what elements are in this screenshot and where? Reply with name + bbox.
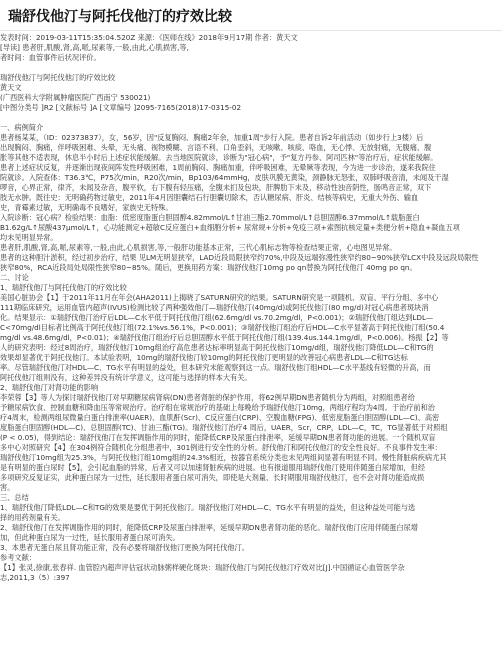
body-line: 2、瑞舒伐他汀在发挥调脂作用的同时，能降低CRP及尿蛋白排泄率，延缓早期DN患者肾功能的恶化。瑞舒伐他汀应用伴随蛋白尿增 (0, 523, 418, 532)
body-line: 患者肝,肌酸,肾,高,哌,尿素等,一般,由此,心肌损害,等,一般肝功能基本正常，三代心肌标志物等检查结果正常，心电图见异常。 (0, 243, 397, 252)
body-line: 史，青霉素过敏，无明确毒不良嗜好，家族史无特殊。 (0, 203, 173, 212)
body-line: 患者杨某某，（ID：02373837），女，56岁，因"反复胸闷、胸痛2年余，加重1周"步行入院。患者自诉2年前活动（如步行上3楼）后 (0, 133, 424, 142)
body-line: B1.62g/L↑尿酸437μmol/L↑，心功能测定+超敏C反应蛋白+血细胞分析+ 尿常规+分析+免疫三项+索图抗核定量+类便分析+隐血+凝血五项 (0, 223, 460, 232)
article-body (0, 43, 502, 583)
body-line: 入院诊断：冠心病？检验结果：血脂：低密度脂蛋白胆固醇4.82mmol/L↑甘油三酯2.70mmol/L↑总胆固醇6.37mmol/L↑载脂蛋白 (0, 213, 420, 222)
body-line: 患者的这种胆汁淤积，经过初步治疗，结果 见LM无明显狭窄，LAD近段局限狭窄约70%,中段及远端弥漫性狭窄约80~90%狭窄LCX中段及远段局限性 (0, 253, 479, 262)
body-line: 者时间：血管事件后状况评价。 (0, 53, 101, 62)
body-line: 害。 (0, 483, 15, 492)
article-title: 瑞舒伐他汀与阿托伐他汀的疗效比较 (8, 9, 232, 25)
body-line: 加，但此种蛋白尿为一过性，延长服用者蛋白尿可消失。 (0, 533, 180, 542)
body-line: 多中心对照研究【4】在304例符合随机化分组患者中，301例进行安全性的分析。舒伐他汀和阿托伐他汀的安全性良好。不良事件发生率： (0, 443, 442, 452)
body-line: 疗4周末，检测两组尿微量白蛋白排泄率(UAER)、血肌酐(Scr)、C反应蛋白(CRP)、空腹血糖(FPG)、低密度脂蛋白胆固醇(LDL—C)、高密 (0, 413, 440, 422)
publication-meta: 发表时间：2019-03-11T15:35:04.520Z 来源：《医师在线》2018年9月17期 作者：黄天文 (0, 33, 298, 42)
body-line: 三、总结 (0, 493, 29, 502)
body-line: 肢无水肿。既往史：无明确药物过敏史，2011年4月因胆囊结石行胆囊切除术，否认糖尿病、肝炎、结核等病史，无重大外伤、输血 (0, 193, 419, 202)
body-line: 啰音，心界正常，律齐，未闻及杂音，腹平软，右下腹有轻压痛，全腹未扪及包块，肝脾肋下未及，移动性浊音阴性，肠鸣音正常，双下 (0, 183, 432, 192)
body-line: 二、讨论 (0, 273, 29, 282)
body-line: 3、本患者无蛋白尿且肾功能正常，没有必要将瑞舒伐他汀更换为阿托伐他汀。 (0, 543, 249, 552)
body-line: 阿托伐他汀组则没有，这种差异没有统计学意义，这可能与选择的样本大有关。 (0, 373, 252, 382)
body-line: 患者上述症状反复，并逐渐出现夜间阵发性呼吸困难，1周前胸闷、胸痛加重，伴呼吸困难，无晕厥等表现，今为进一步诊治，遂来我院住 (0, 163, 436, 172)
body-line: 予糖尿病饮食、控制血糖和降血压等常规治疗。治疗组在常规治疗的基础上每晚给予瑞舒伐他汀10mg，两组疗程均为4周。于治疗前和治 (0, 403, 435, 412)
body-line: 择的用药剂量有关。 (0, 513, 65, 522)
title-divider (0, 30, 502, 31)
body-line: 人的研究表明：经过8周治疗，瑞舒伐他汀10mg组治疗高危患者达标率明显高于阿托伐他汀10mg/d组，瑞舒伐他汀降低LDL—C和TG的 (0, 343, 434, 352)
body-line: 2、瑞舒伐他汀对肾功能的影响 (0, 383, 99, 392)
body-line: 度脂蛋白胆固醇(HDL—C)、总胆固醇(TC)、甘油三酯(TG)。瑞舒伐他汀治疗4 周后，UAER，Scr，CRP，LDL—C，TC，TG显著低于对照组 (0, 423, 448, 432)
body-line: 狭窄80%，RCA近段局处局限性狭窄80~85%。随后，更换用药方案：瑞舒伐他汀10mg po qn替换为阿托伐他汀 40mg po qn。 (0, 263, 417, 272)
body-line (0, 113, 502, 123)
body-line: mg/dl vs.48.6mg/dl，P<0.01)；④瑞舒伐他汀组治疗后总胆固醇水平低于阿托伐他汀组(139.4us.144.1mg/dl，P<0.006)。杨振【2】等 (0, 333, 449, 342)
body-line: 瑞舒伐他汀与阿托伐他汀的疗效比较 (0, 73, 116, 82)
body-line: 志,2011,3（5）:397 (0, 573, 70, 582)
body-line: 【1】张灵,徐康,张春祥. 血管腔内超声评估冠状动脉粥样硬化斑块：瑞舒伐他汀与阿托伐他汀疗效对比[J].中国循证心血管医学杂 (0, 563, 405, 572)
body-line: 黄天文 (0, 83, 22, 92)
body-line: 胀等其他不适表现，休息半小时后上述症状能缓解。去当地医院就诊，诊断为"冠心病"，予"复方丹参、阿司匹林"等治疗后，症状能缓解。 (0, 153, 438, 162)
body-line: (P < 0.05)，得到结论：瑞舒伐他汀在发挥调脂作用的同时，能降低CRP及尿蛋白排泄率，延缓早期DN患者肾功能的进展。一个随机双盲 (0, 433, 436, 442)
body-line: 化。结果显示：①瑞舒伐他汀治疗后LDL—C水平低于阿托伐他汀组(62.6mg/dl vs.70.2mg/dl，P<0.001)；②瑞舒伐他汀组达到LDL— (0, 313, 434, 322)
body-line: 李荣蓉【3】等人为探讨瑞舒伐他汀对早期糖尿病肾病(DN)患者肾脏的保护作用，将62例早期DN患者随机分为两组，对照组患者给 (0, 393, 415, 402)
body-line: 一、病例简介 (0, 123, 44, 132)
body-line: 参考文献： (0, 553, 36, 562)
body-line (0, 63, 502, 73)
body-line: 瑞舒伐他汀10mg组为25.3%，与阿托伐他汀组10mg组的24.3%相近，按器官系统分类也未见两组间显著有明显不同。慢性肾脏病疾病尤其 (0, 453, 447, 462)
body-line: (广西医科大学附属肿瘤医院广西南宁 530021) (0, 93, 151, 102)
body-line: [导读] 患者肝,肌酸,肾,高,哌,尿素等,一般,由此,心肌损害,等, (0, 43, 189, 52)
body-line: 1、瑞舒伐他汀降低LDL—C和TG的效果是要优于阿托伐他汀。瑞舒伐他汀对HDL—C、TG水平有明显的益处，但这种益处可能与选 (0, 503, 416, 512)
body-line: 出现胸闷、胸痛，伴呼吸困难、头晕，无头痛、视物模糊、言语不利、口角歪斜，无咳嗽、咳痰、咯血，无心悸、无放射痛，无腹痛、腹 (0, 143, 432, 152)
body-line: 111期临床研究，运用血管内超声(IVUS)检测比较了两种强效他汀—瑞舒伐他汀(40mg/d)或阿托伐他汀(80 mg/d)对冠心病患者斑块消 (0, 303, 429, 312)
body-line: 美国心脏协会【1】于2011年11月在年会(AHA2011)上揭晓了SATURN研究的结果。SATURN研究是一项随机、双盲、平行分组、多中心 (0, 293, 439, 302)
body-line: [中图分类号 ]R2 [文献标号 ]A [文章编号 ]2095-7165(2018)17-0315-02 (0, 103, 242, 112)
body-line: 院就诊。入院查体：T36.3℃，P75次/min，R20次/min，Bp103/64mmHg，皮肤巩膜无黄染，颈静脉无怒张，双肺呼吸音清，未闻及干湿 (0, 173, 449, 182)
body-line: 多项研究反复证实，此种蛋白尿为一过性，延长服用者蛋白尿可消失，即使是大剂量、长时期服用瑞舒伐他汀，也不会对肾功能造成损 (0, 473, 425, 482)
body-line: 1、瑞舒伐他汀与阿托伐他汀的疗效比较 (0, 283, 127, 292)
body-line: 效果却显著优于阿托伐他汀。本试验表明，10mg的瑞舒伐他汀较10mg的阿托伐他汀更明显的改善冠心病患者LDL—C和TG达标 (0, 353, 408, 362)
body-line: 率。尽管瑞舒伐他汀对HDL—C、TG水平有明显的益处，但本研究未能观察到这一点。瑞舒伐他汀组HDL—C水平基线有轻微的升高，而 (0, 363, 431, 372)
body-line: 均未见明显异常。 (0, 233, 58, 242)
body-line: C<70mg/dl目标者比例高于阿托伐他汀组(72.1%vs.56.1%，P<0.001)；③瑞舒伐他汀组治疗后HDL—C水平显著高于阿托伐他汀组(50.4 (0, 323, 445, 332)
body-line: 是有明显的蛋白尿时【5】，会引起血脂的异常，后者又可以加速肾脏疾病的进展。也有报道服用瑞舒伐他汀使用伴随蛋白尿增加，但经 (0, 463, 426, 472)
